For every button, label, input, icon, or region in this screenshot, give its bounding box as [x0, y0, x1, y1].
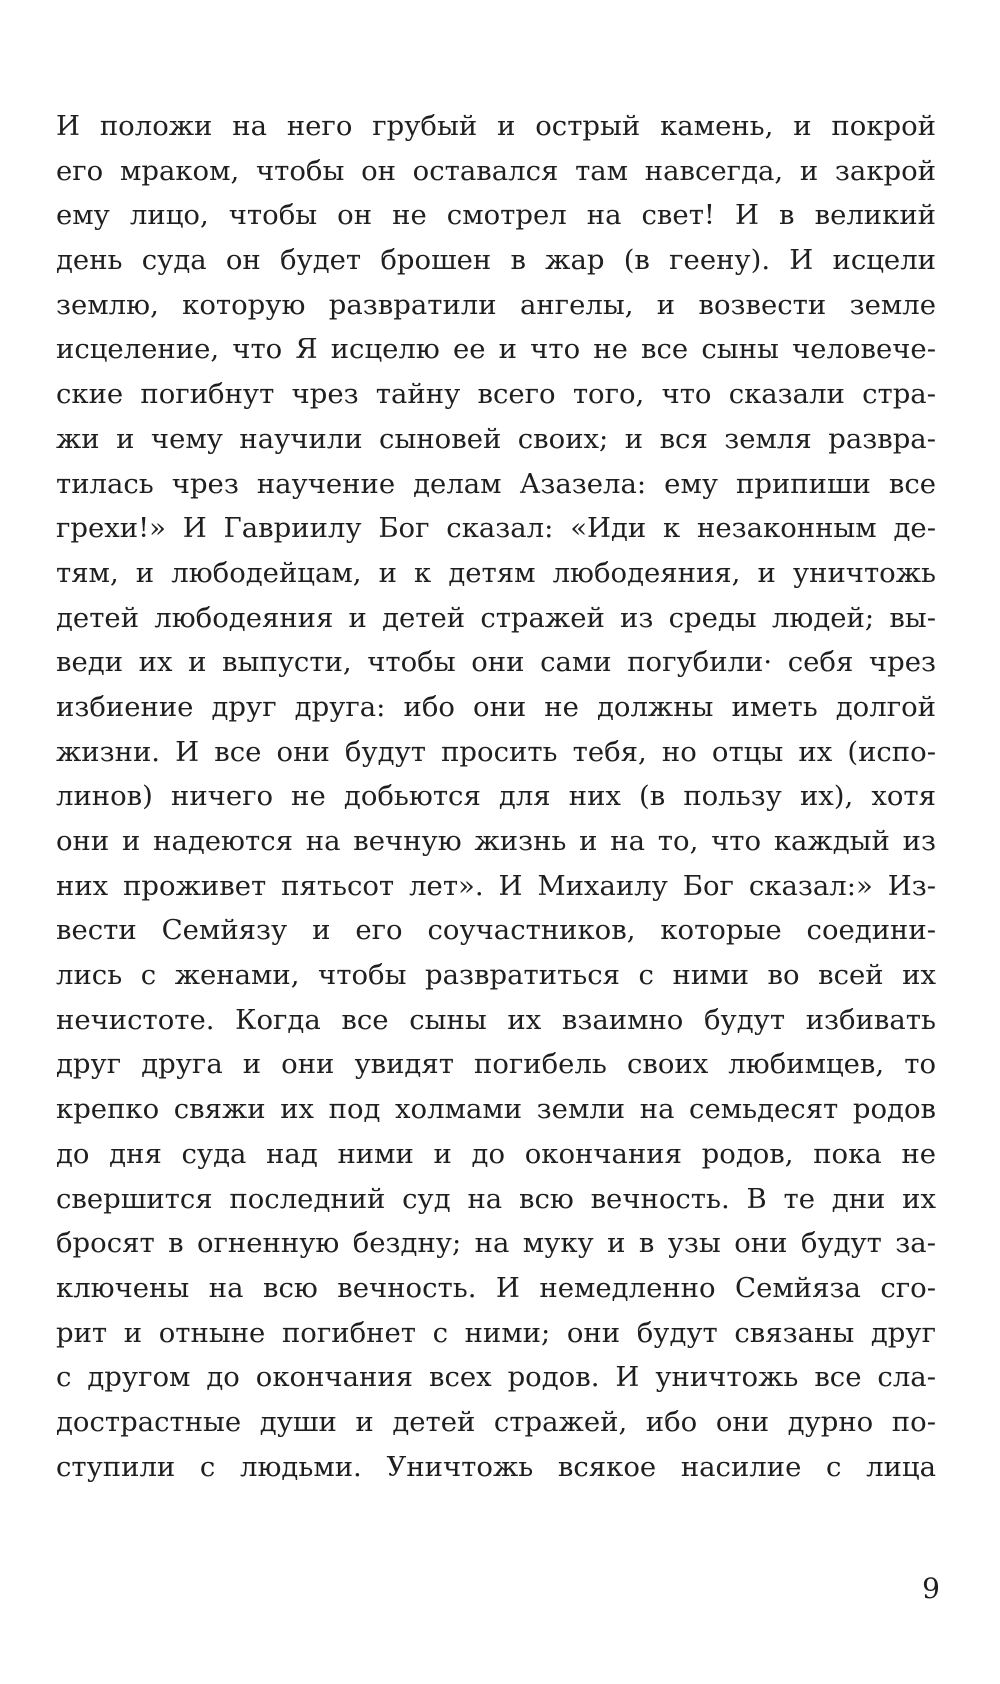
text-line: они и надеются на вечную жизнь и на то, что каждый из: [56, 825, 936, 857]
text-line: веди их и выпусти, чтобы они сами погубили· себя чрез: [56, 646, 936, 679]
text-line: бросят в огненную бездну; на муку и в узы они будут за-: [56, 1227, 936, 1260]
text-line: линов) ничего не добьются для них (в пользу их), хотя: [56, 780, 936, 813]
body-text: [56, 104, 936, 1489]
text-line: И положи на него грубый и острый камень, и покрой: [56, 110, 936, 142]
text-line: крепко свяжи их под холмами земли на семьдесят родов: [56, 1093, 936, 1126]
text-line: дострастные души и детей стражей, ибо они дурно по-: [56, 1405, 936, 1438]
text-line: вести Семйязу и его соучастников, которые соедини-: [56, 914, 936, 947]
text-line: друг друга и они увидят погибель своих любимцев, то: [56, 1048, 936, 1081]
text-line: землю, которую развратили ангелы, и возвести земле: [56, 288, 936, 321]
text-line: жизни. И все они будут просить тебя, но отцы их (испо-: [56, 735, 936, 768]
text-line: до дня суда над ними и до окончания родов, пока не: [56, 1137, 936, 1170]
text-line: избиение друг друга: ибо они не должны иметь долгой: [56, 690, 936, 723]
text-line: тилась чрез научение делам Азазела: ему припиши все: [56, 467, 936, 500]
text-line: с другом до окончания всех родов. И уничтожь все сла-: [56, 1361, 936, 1394]
text-line: них проживет пятьсот лет». И Михаилу Бог сказал:» Из-: [56, 869, 936, 902]
text-line: ключены на всю вечность. И немедленно Семйяза сго-: [56, 1271, 936, 1304]
text-line: грехи!» И Гавриилу Бог сказал: «Иди к незаконным де-: [56, 512, 936, 545]
text-line: детей любодеяния и детей стражей из среды людей; вы-: [56, 601, 936, 634]
text-line: свершится последний суд на всю вечность. В те дни их: [56, 1182, 936, 1215]
text-line: ступили с людьми. Уничтожь всякое насилие с лица: [56, 1450, 936, 1483]
text-line: день суда он будет брошен в жар (в геену). И исцели: [56, 244, 936, 277]
text-line: лись с женами, чтобы развратиться с ними во всей их: [56, 959, 936, 992]
text-line: жи и чему научили сыновей своих; и вся земля развра-: [56, 422, 936, 455]
text-line: его мраком, чтобы он оставался там навсегда, и закрой: [56, 154, 936, 187]
text-line: нечистоте. Когда все сыны их взаимно будут избивать: [56, 1003, 936, 1036]
text-line: рит и отныне погибнет с ними; они будут связаны друг: [56, 1316, 936, 1349]
text-line: ему лицо, чтобы он не смотрел на свет! И в великий: [56, 199, 936, 232]
text-line: тям, и любодейцам, и к детям любодеяния, и уничтожь: [56, 556, 936, 589]
text-line: ские погибнут чрез тайну всего того, что сказали стра-: [56, 378, 936, 411]
page-number: 9: [922, 1572, 940, 1605]
text-line: исцеление, что Я исцелю ее и что не все сыны человече-: [56, 333, 936, 366]
